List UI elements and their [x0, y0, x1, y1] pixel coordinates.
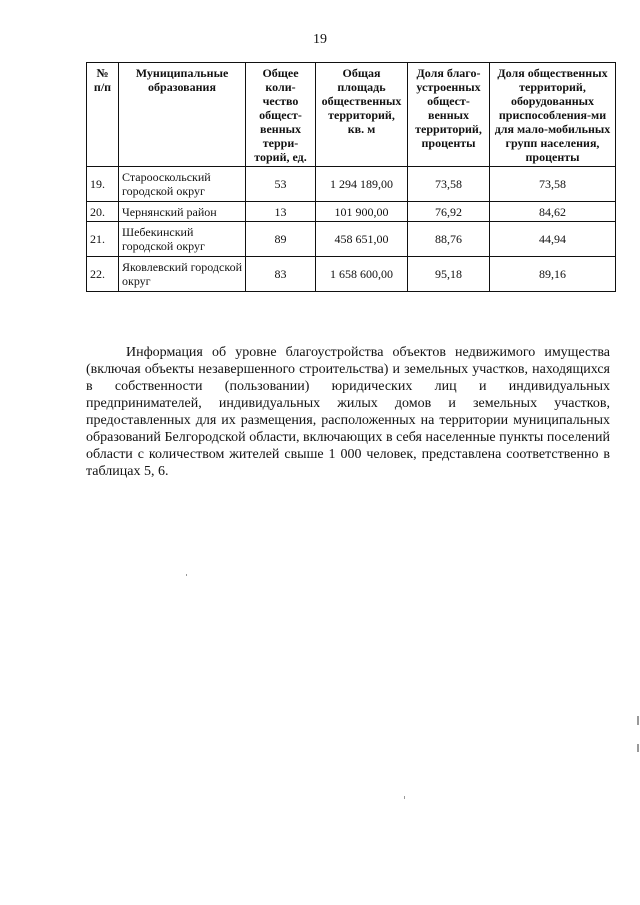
header-number: № п/п [87, 63, 119, 167]
header-share-improved: Доля благо-устроенных общест-венных территорий, проценты [408, 63, 490, 167]
territory-area: 1 294 189,00 [316, 167, 408, 202]
table-header-row [87, 63, 616, 167]
territory-count: 83 [246, 257, 316, 292]
municipality-name: Шебекинский городской округ [119, 222, 246, 257]
share-equipped: 73,58 [490, 167, 616, 202]
data-table [86, 62, 616, 292]
municipality-name: Старооскольский городской округ [119, 167, 246, 202]
municipality-name: Чернянский район [119, 202, 246, 222]
header-territory-area: Общая площадь общественных территорий, кв. м [316, 63, 408, 167]
municipality-name: Яковлевский городской округ [119, 257, 246, 292]
row-number: 22. [87, 257, 119, 292]
share-equipped: 84,62 [490, 202, 616, 222]
table-row [87, 167, 616, 202]
scan-artifact [404, 796, 405, 799]
territory-count: 89 [246, 222, 316, 257]
territory-area: 1 658 600,00 [316, 257, 408, 292]
row-number: 19. [87, 167, 119, 202]
table-row [87, 222, 616, 257]
share-improved: 73,58 [408, 167, 490, 202]
row-number: 21. [87, 222, 119, 257]
share-improved: 76,92 [408, 202, 490, 222]
territory-count: 13 [246, 202, 316, 222]
scan-artifact [637, 716, 639, 725]
scan-artifact [637, 744, 639, 752]
page-number: 19 [313, 32, 327, 47]
header-share-equipped: Доля общественных территорий, оборудованных приспособления-ми для мало-мобильных групп населения, проценты [490, 63, 616, 167]
territory-count: 53 [246, 167, 316, 202]
table-row [87, 257, 616, 292]
territory-area: 101 900,00 [316, 202, 408, 222]
scan-artifact [186, 574, 187, 576]
header-municipality: Муниципальные образования [119, 63, 246, 167]
body-paragraph: Информация об уровне благоустройства объектов недвижимого имущества (включая объекты незавершенного строительства) и земельных участков, находящихся в собственности (пользовании) юридических лиц и индивидуальных предпринимателей, индивидуальных жилых домов и земельных участков, предоставленных для их размещения, расположенных на территории муниципальных образований Белгородской области, включающих в себя населенные пункты поселений области с количеством жителей свыше 1 000 человек, представлена соответственно в таблицах 5, 6. [86, 345, 610, 479]
share-equipped: 89,16 [490, 257, 616, 292]
table-row [87, 202, 616, 222]
row-number: 20. [87, 202, 119, 222]
header-territory-count: Общее коли-чество общест-венных терри-торий, ед. [246, 63, 316, 167]
share-improved: 88,76 [408, 222, 490, 257]
share-improved: 95,18 [408, 257, 490, 292]
share-equipped: 44,94 [490, 222, 616, 257]
territory-area: 458 651,00 [316, 222, 408, 257]
